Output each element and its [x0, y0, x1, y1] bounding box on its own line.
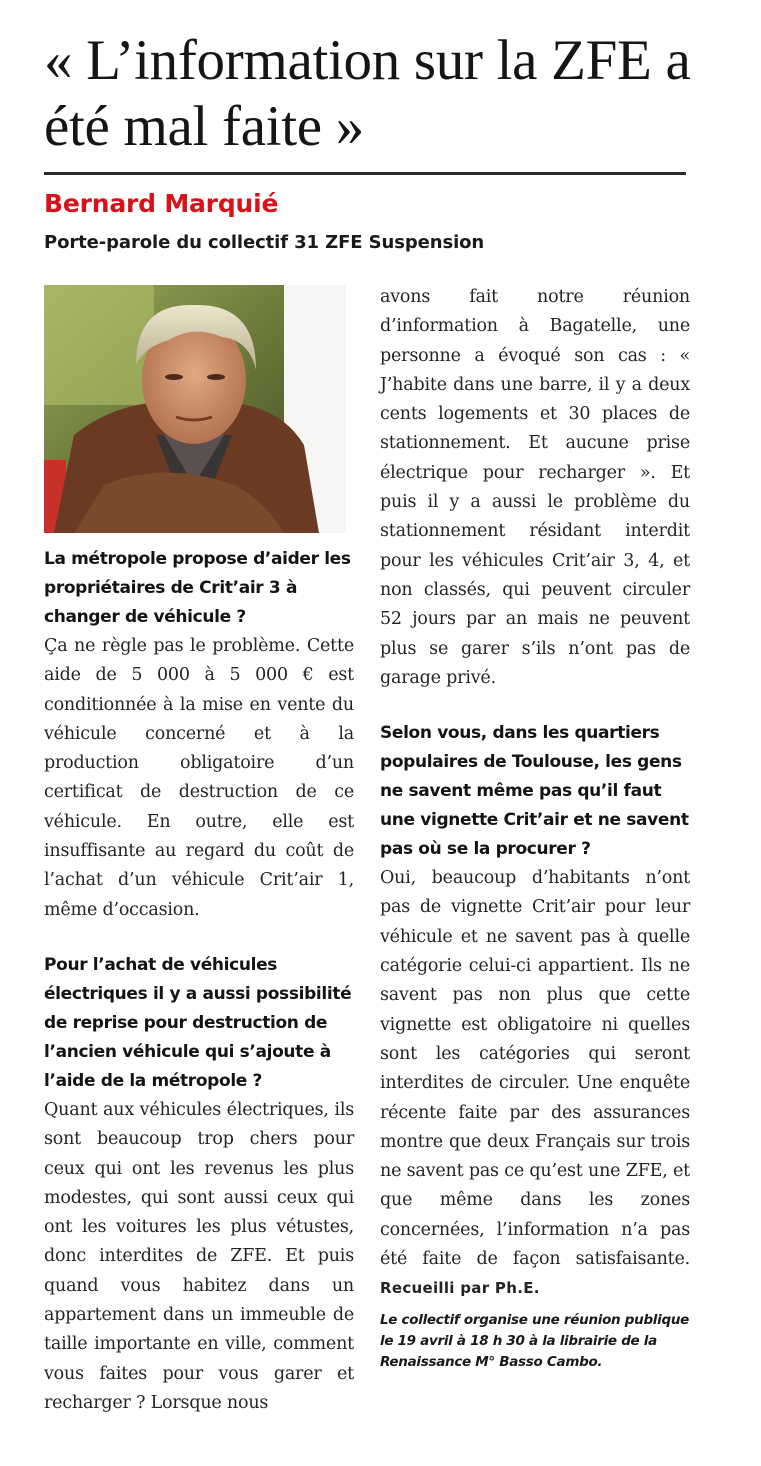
question-2: Pour l’achat de véhicules électriques il y a aussi possibilité de reprise pour destruction de l’ancien véhicule qui s’ajoute à l’aide de la métropole ? [44, 954, 352, 1091]
author-name: Bernard Marquié [44, 189, 279, 218]
author-photo [44, 285, 346, 533]
answer-3 [380, 864, 690, 1303]
left-column [44, 545, 354, 1418]
footer-note: Le collectif organise une réunion publique le 19 avril à 18 h 30 à la librairie de la Renaissance M° Basso Cambo. [380, 1311, 689, 1370]
answer-1: Ça ne règle pas le problème. Cette aide de 5 000 à 5 000 € est conditionnée à la mise en vente du véhicule concerné et à la production obligatoire d’un certificat de destruction de ce véhicule. En outre, elle est insuffisante au regard du coût de l’achat d’un véhicule Crit’air 1, même d’occasion. [44, 636, 354, 920]
signature: Recueilli par Ph.E. [380, 1279, 540, 1298]
question-1: La métropole propose d’aider les propriétaires de Crit’air 3 à changer de véhicule ? [44, 549, 351, 627]
headline: « L’information sur la ZFE a été mal faite » [44, 29, 691, 158]
question-3: Selon vous, dans les quartiers populaires de Toulouse, les gens ne savent même pas qu’il faut une vignette Crit’air et ne savent pas où se la procurer ? [380, 723, 689, 860]
author-role: Porte-parole du collectif 31 ZFE Suspension [44, 232, 485, 253]
answer-2-continued: avons fait notre réunion d’information à Bagatelle, une personne a évoqué son cas : « J’habite dans une barre, il y a deux cents logements et 30 places de stationnement. Et aucune prise électrique pour recharger ». Et puis il y a aussi le problème du stationnement résidant interdit pour les véhicules Crit’air 3, 4, et non classés, qui peuvent circuler 52 jours par an mais ne peuvent plus se garer s’ils n’ont pas de garage privé. [380, 287, 690, 688]
right-column [380, 283, 690, 1373]
answer-3-text: Oui, beaucoup d’habitants n’ont pas de vignette Crit’air pour leur véhicule et ne savent pas à quelle catégorie celui-ci appartient. Ils ne savent pas non plus que cette vignette est obligatoire ni quelles sont les catégories qui seront interdites de circuler. Une enquête récente faite par des assurances montre que deux Français sur trois ne savent pas ce qu’est une ZFE, et que même dans les zones concernées, l’information n’a pas été faite de façon satisfaisante. [380, 868, 690, 1270]
answer-2: Quant aux véhicules électriques, ils sont beaucoup trop chers pour ceux qui ont les revenus les plus modestes, qui sont aussi ceux qui ont les voitures les plus vétustes, donc interdites de ZFE. Et puis quand vous habitez dans un appartement dans un immeuble de taille importante en ville, comment vous faites pour vous garer et recharger ? Lorsque nous [44, 1099, 354, 1413]
headline-rule [44, 172, 686, 175]
